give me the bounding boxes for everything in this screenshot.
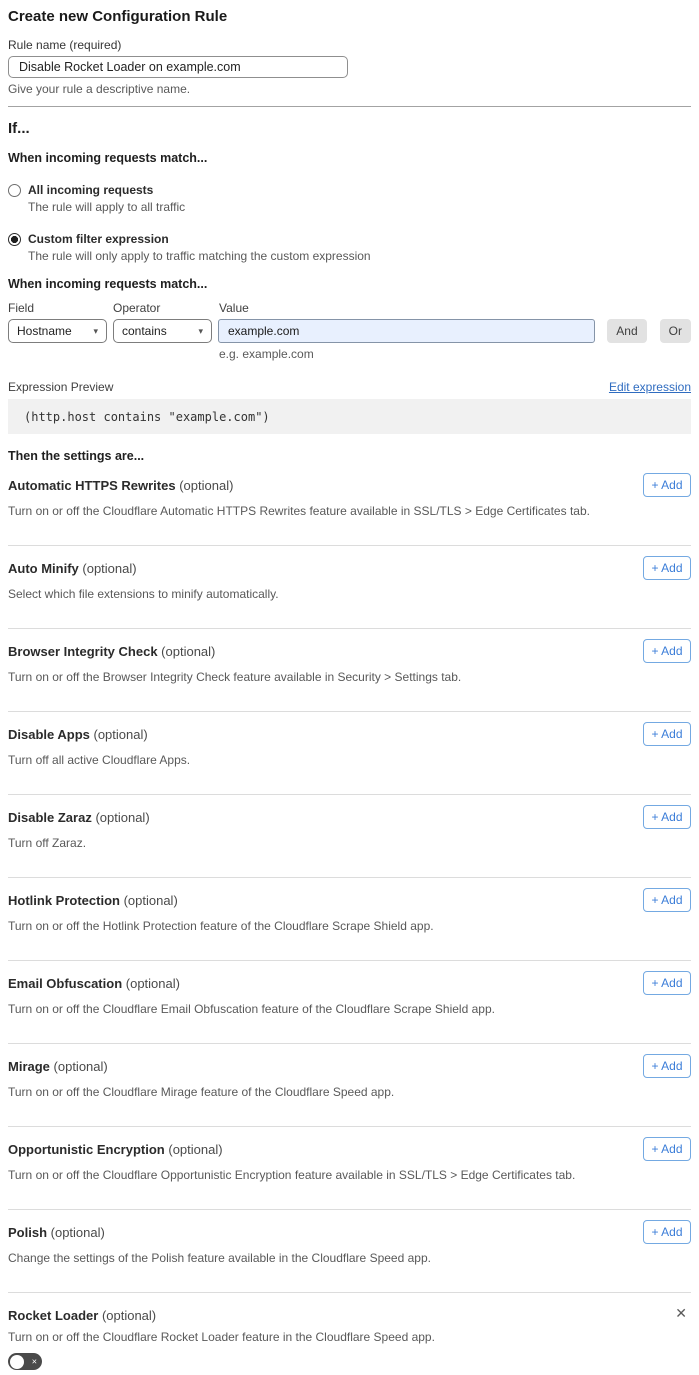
add-button[interactable]: + Add — [643, 1054, 691, 1078]
optional-tag: (optional) — [125, 976, 180, 991]
setting-title — [8, 478, 233, 493]
optional-tag: (optional) — [161, 644, 216, 659]
value-helper: e.g. example.com — [219, 347, 314, 361]
setting-title — [8, 893, 178, 908]
radio-all-requests[interactable] — [8, 184, 21, 197]
setting-item — [8, 1210, 691, 1293]
toggle-off-icon: × — [31, 1355, 37, 1366]
optional-tag: (optional) — [168, 1142, 223, 1157]
field-label: Field — [8, 301, 35, 315]
setting-description: Turn on or off the Cloudflare Mirage feature of the Cloudflare Speed app. — [8, 1085, 395, 1099]
add-button[interactable]: + Add — [643, 639, 691, 663]
setting-item — [8, 629, 691, 712]
setting-name: Mirage — [8, 1059, 50, 1074]
setting-description: Turn on or off the Browser Integrity Check feature available in Security > Settings tab. — [8, 670, 462, 684]
if-heading: If... — [8, 120, 30, 137]
setting-description: Select which file extensions to minify automatically. — [8, 587, 279, 601]
setting-name: Automatic HTTPS Rewrites — [8, 478, 176, 493]
setting-name: Disable Apps — [8, 727, 90, 742]
setting-item — [8, 712, 691, 795]
setting-item — [8, 1127, 691, 1210]
setting-name: Polish — [8, 1225, 48, 1240]
value-input[interactable] — [218, 319, 595, 343]
add-button[interactable]: + Add — [643, 722, 691, 746]
setting-title — [8, 644, 215, 659]
setting-item — [8, 546, 691, 629]
setting-description: Turn on or off the Hotlink Protection feature of the Cloudflare Scrape Shield app. — [8, 919, 434, 933]
setting-description: Turn on or off the Cloudflare Opportunistic Encryption feature available in SSL/TLS > Edge Certificates tab. — [8, 1168, 576, 1182]
radio-all-requests-desc: The rule will apply to all traffic — [28, 200, 186, 214]
settings-list — [8, 463, 691, 1293]
setting-item — [8, 795, 691, 878]
value-label: Value — [219, 301, 249, 315]
add-button[interactable]: + Add — [643, 1137, 691, 1161]
builder-subheading: When incoming requests match... — [8, 277, 208, 291]
radio-custom-filter[interactable] — [8, 233, 21, 246]
optional-tag: (optional) — [50, 1225, 105, 1240]
setting-description: Turn on or off the Cloudflare Automatic HTTPS Rewrites feature available in SSL/TLS > Edge Certificates tab. — [8, 504, 590, 518]
setting-description: Change the settings of the Polish feature available in the Cloudflare Speed app. — [8, 1251, 431, 1265]
add-button[interactable]: + Add — [643, 556, 691, 580]
setting-name: Email Obfuscation — [8, 976, 123, 991]
radio-all-requests-label: All incoming requests — [28, 183, 154, 197]
page-title: Create new Configuration Rule — [8, 8, 228, 25]
optional-tag: (optional) — [179, 478, 234, 493]
optional-tag: (optional) — [53, 1059, 108, 1074]
add-button[interactable]: + Add — [643, 971, 691, 995]
expression-text: (http.host contains "example.com") — [24, 409, 270, 424]
add-button[interactable]: + Add — [643, 473, 691, 497]
match-subheading: When incoming requests match... — [8, 151, 208, 165]
add-button[interactable]: + Add — [643, 888, 691, 912]
rule-name-helper: Give your rule a descriptive name. — [8, 82, 191, 96]
setting-name: Auto Minify — [8, 561, 79, 576]
operator-select-value: contains — [122, 324, 167, 338]
toggle-knob-icon — [10, 1355, 24, 1369]
setting-item — [8, 961, 691, 1044]
setting-title — [8, 976, 180, 991]
optional-tag: (optional) — [82, 561, 137, 576]
chevron-down-icon: ▾ — [198, 325, 203, 336]
setting-description: Turn off Zaraz. — [8, 836, 87, 850]
setting-name: Opportunistic Encryption — [8, 1142, 165, 1157]
setting-description: Turn off all active Cloudflare Apps. — [8, 753, 191, 767]
setting-item — [8, 463, 691, 546]
expression-preview-label: Expression Preview — [8, 380, 114, 394]
and-button[interactable]: And — [607, 319, 646, 343]
setting-title — [8, 1308, 156, 1323]
setting-item-rocket-loader — [8, 1293, 691, 1375]
then-heading: Then the settings are... — [8, 449, 145, 463]
setting-title — [8, 727, 148, 742]
edit-expression-link[interactable]: Edit expression — [608, 380, 691, 394]
optional-tag: (optional) — [93, 727, 148, 742]
radio-custom-filter-label: Custom filter expression — [28, 232, 169, 246]
setting-title — [8, 1059, 108, 1074]
setting-title — [8, 561, 137, 576]
or-button[interactable]: Or — [660, 319, 691, 343]
setting-name: Disable Zaraz — [8, 810, 92, 825]
setting-title — [8, 1142, 223, 1157]
section-divider — [8, 106, 691, 107]
setting-name: Hotlink Protection — [8, 893, 120, 908]
rule-name-input[interactable] — [8, 56, 348, 78]
field-select-value: Hostname — [17, 324, 72, 338]
setting-description: Turn on or off the Cloudflare Email Obfuscation feature of the Cloudflare Scrape Shield app. — [8, 1002, 495, 1016]
setting-name: Browser Integrity Check — [8, 644, 158, 659]
optional-tag: (optional) — [95, 810, 150, 825]
operator-label: Operator — [113, 301, 161, 315]
radio-custom-filter-desc: The rule will only apply to traffic matching the custom expression — [28, 249, 371, 263]
add-button[interactable]: + Add — [643, 805, 691, 829]
setting-title — [8, 1225, 105, 1240]
setting-title — [8, 810, 150, 825]
optional-tag: (optional) — [101, 1308, 157, 1323]
close-icon[interactable]: ✕ — [675, 1305, 687, 1321]
radio-option-all-requests[interactable] — [8, 183, 691, 214]
optional-tag: (optional) — [123, 893, 178, 908]
setting-item — [8, 878, 691, 961]
chevron-down-icon: ▾ — [93, 325, 98, 336]
rule-name-label: Rule name (required) — [8, 38, 122, 52]
setting-description: Turn on or off the Cloudflare Rocket Loader feature in the Cloudflare Speed app. — [8, 1330, 435, 1344]
setting-item — [8, 1044, 691, 1127]
operator-select[interactable] — [113, 319, 212, 343]
field-select[interactable] — [8, 319, 107, 343]
add-button[interactable]: + Add — [643, 1220, 691, 1244]
setting-name: Rocket Loader — [8, 1308, 99, 1323]
rocket-loader-toggle[interactable] — [8, 1353, 42, 1370]
expression-preview-code — [8, 399, 691, 434]
radio-option-custom-filter[interactable] — [8, 232, 691, 263]
